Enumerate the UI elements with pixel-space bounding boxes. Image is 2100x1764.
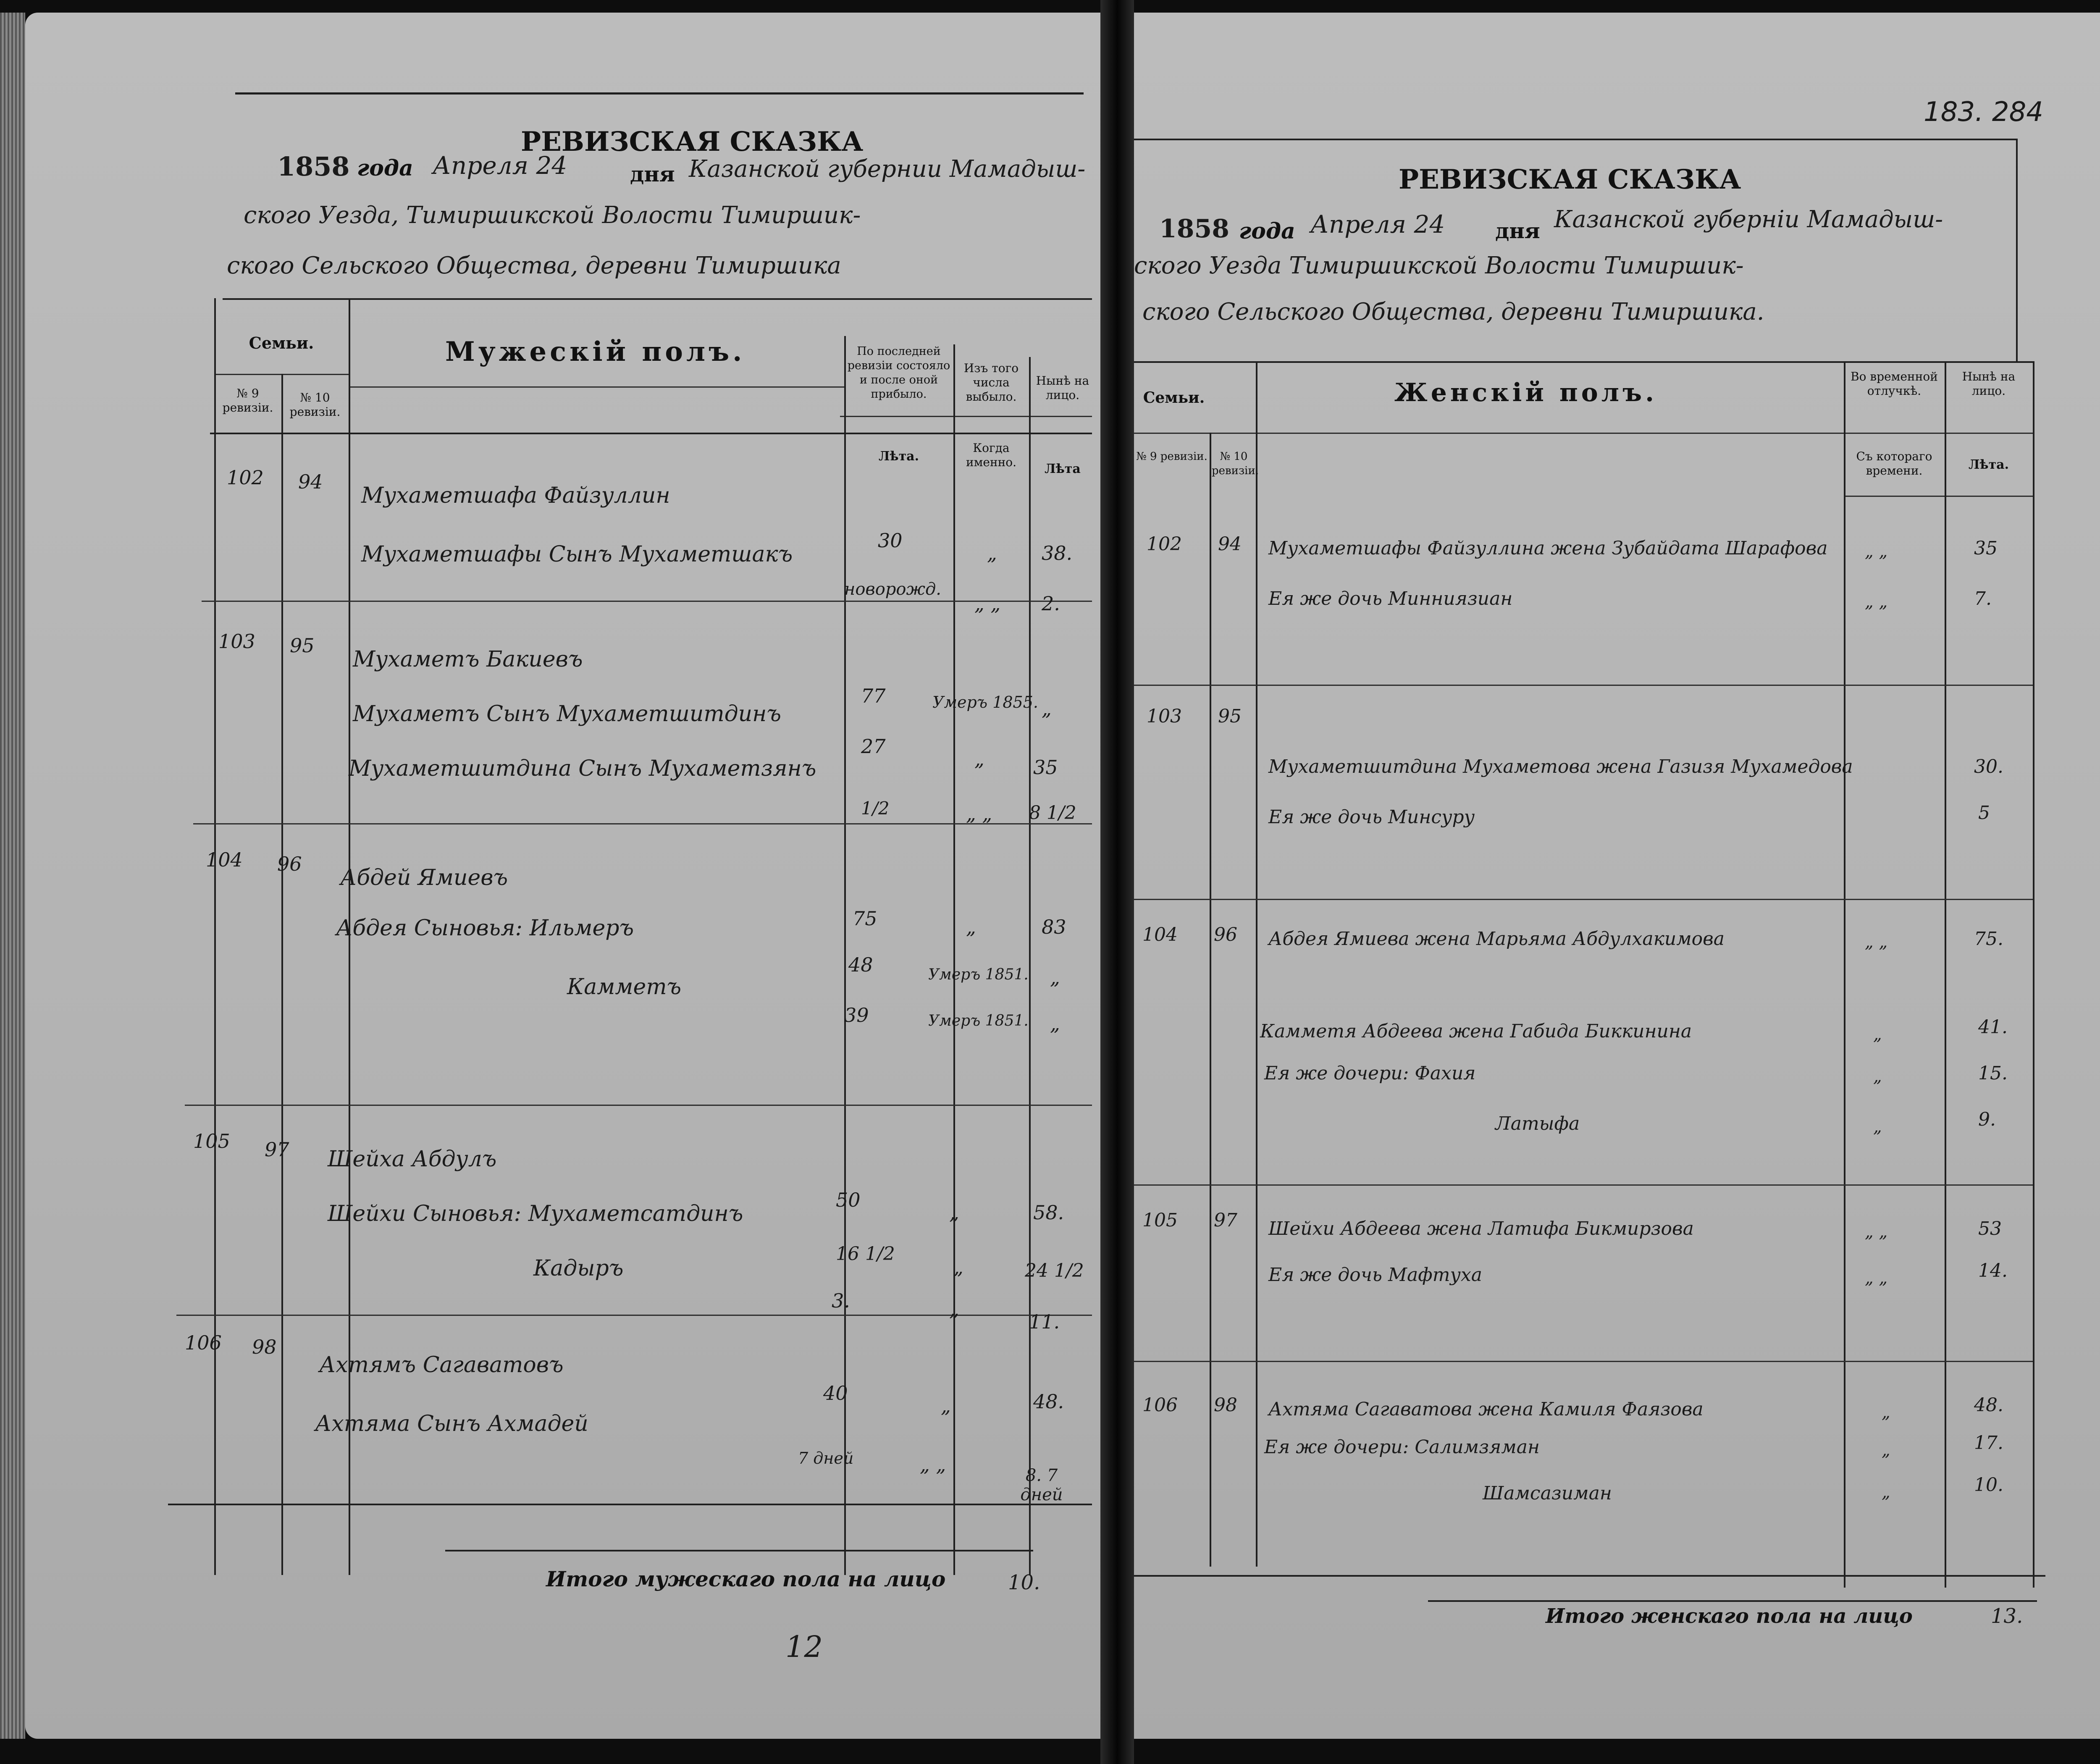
left-col-rev10: № 10 ревизіи.	[289, 391, 341, 419]
left-col-nyne: Нынѣ на лицо.	[1036, 374, 1089, 402]
right-e4-vremen1: „ „	[1865, 1222, 1888, 1242]
right-e4-line2: Ея же дочь Мафтуха	[1268, 1264, 1482, 1286]
right-col-leta: Лѣта.	[1968, 457, 2009, 472]
right-col-line-3	[1844, 361, 1845, 1588]
right-footer-rule	[1428, 1600, 2037, 1602]
left-god: года	[357, 155, 413, 181]
right-e5-leta2: 17.	[1974, 1432, 2003, 1454]
left-e4-line2: Шейхи Сыновья: Мухаметсатдинъ	[328, 1201, 743, 1226]
left-row-sep-2	[193, 823, 1092, 824]
right-year: 1858	[1159, 214, 1229, 244]
right-e1-line1: Мухаметшафы Файзуллина жена Зубайдата Шарафова	[1268, 538, 1828, 559]
left-e2-n10: 95	[290, 634, 315, 657]
left-col-line-1	[214, 298, 216, 1575]
left-e3-n10: 96	[277, 853, 302, 875]
left-e3-nyne3: „	[1050, 1012, 1060, 1035]
right-e3-n9: 104	[1142, 924, 1178, 945]
right-row-sep-4	[1134, 1361, 2033, 1362]
left-dnya: дня	[630, 162, 675, 186]
right-e5-n9: 106	[1142, 1394, 1178, 1416]
right-footer: Итого женскаго пола на лицо	[1546, 1604, 1913, 1628]
right-e3-vremen3: „	[1873, 1067, 1882, 1086]
left-col-leta: Лѣта.	[878, 449, 919, 464]
right-e3-leta4: 9.	[1978, 1109, 1996, 1130]
left-e1-line2: Мухаметшафы Сынъ Мухаметшакъ	[361, 542, 793, 567]
left-e4-kogda1: „	[949, 1201, 959, 1224]
right-e1-vremen1: „ „	[1865, 542, 1888, 561]
left-e5-leta2: 7 дней	[798, 1449, 854, 1467]
left-e5-line2: Ахтяма Сынъ Ахмадей	[315, 1411, 588, 1436]
left-e1-leta1: 30	[878, 529, 903, 552]
left-col-vybylo: Изъ того числа выбыло.	[963, 361, 1019, 404]
right-e3-leta2: 41.	[1978, 1016, 2008, 1038]
left-e5-nyne1: 48.	[1033, 1390, 1064, 1413]
right-e4-leta2: 14.	[1978, 1260, 2008, 1281]
left-e3-leta3: 39	[844, 1004, 869, 1026]
right-e3-line3: Ея же дочери: Фахия	[1264, 1063, 1476, 1084]
right-e3-vremen2: „	[1873, 1025, 1882, 1044]
left-e5-kogda1: „	[941, 1394, 951, 1417]
right-e1-n9: 102	[1147, 533, 1182, 555]
left-e1-leta2: новорожд.	[844, 580, 942, 599]
right-e5-line1: Ахтяма Сагаватова жена Камиля Фаязова	[1268, 1399, 1704, 1420]
left-male-split-line	[349, 386, 844, 388]
left-e4-line3: Кадыръ	[533, 1256, 624, 1281]
right-e5-leta1: 48.	[1974, 1394, 2003, 1416]
right-col-line-1	[1210, 433, 1211, 1567]
left-header-hand-4: ского Сельского Общества, деревни Тимиршика	[227, 252, 841, 279]
left-col-kogda: Когда именно.	[966, 441, 1017, 469]
left-e3-kogda2: Умеръ 1851.	[928, 966, 1029, 983]
right-col-rev10: № 10 ревизіи.	[1212, 450, 1259, 477]
left-e3-kogda1: „	[966, 916, 976, 938]
left-e4-n10: 97	[265, 1138, 289, 1161]
left-e2-line1: Мухаметъ Бакиевъ	[353, 647, 583, 672]
right-col-s-kotorago: Съ котораго времени.	[1856, 449, 1932, 478]
right-top-rule	[1134, 139, 2016, 140]
right-top-right-rule	[2016, 139, 2018, 361]
left-col-leta2: Лѣта	[1045, 462, 1081, 476]
right-e4-n9: 105	[1142, 1210, 1178, 1231]
left-col-line-6	[1029, 357, 1031, 1575]
right-e3-leta1: 75.	[1974, 928, 2003, 950]
left-header-top-line	[223, 298, 1092, 300]
left-header-hand-3: ского Уезда, Тимиршикской Волости Тимиршик-	[244, 202, 861, 229]
left-e3-line3: Камметъ	[567, 974, 682, 1000]
right-e5-line2: Ея же дочери: Салимзяман	[1264, 1436, 1540, 1458]
right-e5-n10: 98	[1214, 1394, 1237, 1416]
left-e2-nyne1: „	[1042, 697, 1052, 720]
left-footer: Итого мужескаго пола на лицо	[546, 1567, 946, 1591]
left-e1-nyne1: 38.	[1042, 542, 1073, 564]
right-e2-line1: Мухаметшитдина Мухаметова жена Газизя Мухамедова	[1268, 756, 1853, 777]
left-header-hand-1: Апреля 24	[433, 151, 567, 180]
left-e1-n10: 94	[298, 470, 323, 493]
left-e3-nyne2: „	[1050, 966, 1060, 989]
right-col-line-4	[1945, 361, 1946, 1588]
right-e2-leta2: 5	[1978, 802, 1990, 824]
left-e4-leta1: 50	[836, 1189, 861, 1211]
left-e3-line1: Абдей Ямиевъ	[340, 865, 508, 890]
right-header-top-line	[1134, 361, 2033, 363]
left-e3-kogda3: Умеръ 1851.	[928, 1012, 1029, 1029]
left-e2-kogda2: „	[974, 748, 984, 770]
right-e2-line2: Ея же дочь Минсуру	[1268, 806, 1475, 828]
left-top-rule	[235, 92, 1084, 1606]
left-row-sep-1	[202, 601, 1092, 602]
left-e2-kogda3: „ „	[966, 802, 992, 825]
right-e2-n9: 103	[1147, 706, 1182, 727]
right-title: РЕВИЗСКАЯ СКАЗКА	[1399, 164, 1741, 195]
right-row-sep-3	[1134, 1184, 2033, 1186]
right-header-sub-line	[1844, 496, 2033, 497]
left-e2-nyne3: 8 1/2	[1029, 802, 1076, 824]
right-col-vremen: Во временной отлучкѣ.	[1851, 370, 1938, 398]
book-edge-left	[0, 13, 25, 1739]
right-e3-leta3: 15.	[1978, 1063, 2008, 1084]
right-e3-n10: 96	[1214, 924, 1237, 945]
right-e5-vremen1: „	[1882, 1403, 1890, 1422]
left-title: РЕВИЗСКАЯ СКАЗКА	[521, 126, 864, 158]
left-page	[25, 13, 1100, 1739]
right-e1-n10: 94	[1218, 533, 1242, 555]
left-e4-nyne3: 11.	[1029, 1310, 1060, 1333]
left-header-hand-2: Казанской губернии Мамадыш-	[689, 155, 1086, 183]
left-e5-leta1: 40	[823, 1382, 848, 1404]
right-header-hand-3: ского Уезда Тимиршикской Волости Тимиршик-	[1134, 252, 1744, 279]
right-header-mid-line	[1134, 433, 2033, 434]
left-e3-n9: 104	[206, 848, 243, 871]
left-col-line-2	[281, 374, 283, 1575]
right-e5-leta3: 10.	[1974, 1474, 2003, 1496]
left-table-bottom	[168, 1504, 1092, 1505]
left-e4-n9: 105	[193, 1130, 230, 1152]
left-col-male: Мужескій полъ.	[445, 336, 746, 368]
right-e4-leta1: 53	[1978, 1218, 2002, 1239]
left-header-bottom-line	[210, 433, 1092, 434]
right-e3-line4: Латыфа	[1495, 1113, 1580, 1134]
right-footer-total: 13.	[1991, 1604, 2023, 1628]
right-col-line-2	[1256, 361, 1257, 1567]
right-dnya: дня	[1495, 218, 1540, 243]
right-e1-vremen2: „ „	[1865, 592, 1888, 612]
left-e4-nyne2: 24 1/2	[1025, 1260, 1084, 1281]
right-page-number: 183. 284	[1924, 97, 2043, 128]
left-col-line-5	[953, 344, 955, 1575]
left-e4-leta3: 3.	[832, 1289, 850, 1312]
left-e2-leta1: 77	[861, 685, 886, 707]
left-e2-nyne2: 35	[1033, 756, 1058, 779]
right-page	[1134, 13, 2100, 1739]
right-e2-n10: 95	[1218, 706, 1242, 727]
left-e2-line2: Мухаметъ Сынъ Мухаметшитдинъ	[353, 701, 782, 727]
left-row-sep-3	[185, 1105, 1092, 1106]
left-e1-kogda2: „ „	[974, 592, 1001, 615]
left-e5-kogda2: „ „	[920, 1453, 946, 1476]
right-row-sep-1	[1134, 685, 2033, 686]
right-e3-vremen4: „	[1873, 1117, 1882, 1137]
left-footer-rule	[445, 1550, 1033, 1551]
left-e5-n9: 106	[185, 1331, 222, 1354]
right-e5-line3: Шамсазиман	[1483, 1483, 1612, 1504]
right-col-line-5	[2033, 361, 2034, 1588]
right-e5-vremen2: „	[1882, 1441, 1890, 1460]
left-sub-split-line	[840, 416, 1092, 417]
left-bottom-mark: 12	[785, 1630, 823, 1664]
right-col-semi: Семьи.	[1143, 389, 1205, 407]
right-e4-vremen2: „ „	[1865, 1268, 1888, 1288]
left-e5-nyne2: 8. 7 дней	[1020, 1466, 1063, 1504]
left-e5-n10: 98	[252, 1336, 277, 1358]
left-e3-line2: Абдея Сыновья: Ильмеръ	[336, 916, 634, 941]
right-header-hand-1: Апреля 24	[1310, 210, 1445, 239]
left-e4-kogda3: „	[949, 1298, 959, 1320]
right-e1-leta2: 7.	[1974, 588, 1992, 609]
left-col-rev9: № 9 ревизіи.	[222, 386, 273, 415]
left-e3-nyne1: 83	[1042, 916, 1066, 938]
left-e4-nyne1: 58.	[1033, 1201, 1064, 1224]
right-god: года	[1239, 218, 1295, 244]
right-e1-line2: Ея же дочь Минниязиан	[1268, 588, 1513, 609]
left-footer-total: 10.	[1008, 1571, 1040, 1594]
left-e2-leta2: 27	[861, 735, 886, 758]
left-e1-n9: 102	[227, 466, 264, 489]
left-e2-kogda1: Умеръ 1855.	[932, 693, 1038, 711]
right-e3-vremen1: „ „	[1865, 932, 1888, 952]
right-e2-leta1: 30.	[1974, 756, 2003, 777]
left-e1-line1: Мухаметшафа Файзуллин	[361, 483, 670, 508]
right-e3-line2: Камметя Абдеева жена Габида Биккинина	[1260, 1021, 1692, 1042]
left-e1-kogda1: „	[987, 542, 997, 564]
left-e4-leta2: 16 1/2	[836, 1243, 895, 1265]
right-col-nyne: Нынѣ на лицо.	[1962, 370, 2016, 398]
left-col-last-rev: По последней ревизіи состояло и после оной прибыло.	[847, 345, 950, 401]
left-e4-line1: Шейха Абдулъ	[328, 1147, 497, 1172]
right-col-rev9: № 9 ревизіи.	[1136, 450, 1208, 463]
left-e3-leta1: 75	[853, 907, 877, 930]
right-table-bottom	[1134, 1575, 2045, 1577]
left-e2-leta3: 1/2	[861, 798, 890, 819]
right-e5-vremen3: „	[1882, 1483, 1890, 1502]
right-e4-n10: 97	[1214, 1210, 1237, 1231]
left-col-semi: Семьи.	[249, 333, 314, 352]
right-header-hand-2: Казанской губерніи Мамадыш-	[1554, 206, 1943, 233]
left-year: 1858	[277, 151, 350, 182]
left-e1-nyne2: 2.	[1042, 592, 1060, 615]
right-e1-leta1: 35	[1974, 538, 1998, 559]
left-e3-leta2: 48	[848, 953, 873, 976]
left-e5-line1: Ахтямъ Сагаватовъ	[319, 1352, 564, 1378]
right-col-female: Женскій полъ.	[1394, 378, 1658, 407]
right-row-sep-2	[1134, 899, 2033, 900]
left-e2-n9: 103	[218, 630, 255, 653]
left-e4-kogda2: „	[953, 1256, 963, 1278]
right-e4-line1: Шейхи Абдеева жена Латифа Бикмирзова	[1268, 1218, 1694, 1239]
left-e2-line3: Мухаметшитдина Сынъ Мухаметзянъ	[349, 756, 816, 781]
right-header-hand-4: ского Сельского Общества, деревни Тимиршика.	[1142, 298, 1764, 326]
right-e3-line1: Абдея Ямиева жена Марьяма Абдулхакимова	[1268, 928, 1725, 950]
book-spine	[1100, 0, 1134, 1764]
